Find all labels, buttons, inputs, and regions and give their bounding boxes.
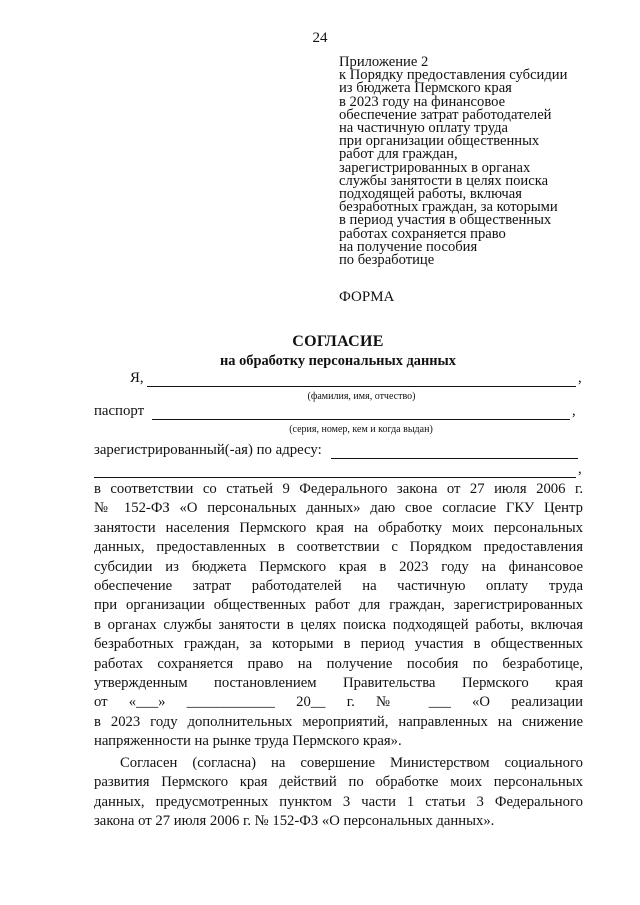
paragraph-line: в органах службы занятости в целях поиска подходящей работы, включая <box>94 616 583 633</box>
paragraph-line: безработных граждан, за которыми в период участия в общественных <box>94 636 583 653</box>
consent-paragraph-2 <box>94 754 583 832</box>
paragraph-line: от «___» ____________ 20__ г. № ___ «О реализации <box>94 694 583 711</box>
page-number: 24 <box>312 30 328 46</box>
consent-paragraph-1 <box>94 480 583 752</box>
paragraph-line: напряженности на рынке труда Пермского края». <box>94 733 402 750</box>
appendix-line: безработных граждан, за которыми <box>339 199 558 216</box>
paragraph-line: в соответствии со статьей 9 Федерального закона от 27 июля 2006 г. <box>94 481 583 497</box>
paragraph-line: утвержденным постановлением Правительства Пермского края <box>94 675 583 692</box>
appendix-line: по безработице <box>339 252 435 269</box>
paragraph-line: обеспечение затрат работодателей на частичную оплату труда <box>94 578 583 595</box>
paragraph-line: субсидии из бюджета Пермского края в 2023 году на финансовое <box>94 558 583 575</box>
form-label: ФОРМА <box>339 289 395 305</box>
appendix-line: зарегистрированных в органах <box>339 159 531 176</box>
paragraph-line: данных, предусмотренных пунктом 3 части 1 статьи 3 Федерального <box>94 793 583 810</box>
appendix-line: на частичную оплату труда <box>339 120 508 137</box>
appendix-line: Приложение 2 <box>339 54 429 70</box>
appendix-header <box>339 56 599 267</box>
appendix-line: службы занятости в целях поиска <box>339 172 549 189</box>
paragraph-line: в 2023 году дополнительных мероприятий, направленных на снижение <box>94 713 583 730</box>
appendix-line: работ для граждан, <box>339 146 458 163</box>
name-field[interactable] <box>147 386 576 387</box>
address-label: зарегистрированный(-ая) по адресу: <box>94 442 322 458</box>
appendix-line: на получение пособия <box>339 238 478 255</box>
appendix-line: подходящей работы, включая <box>339 186 522 203</box>
paragraph-line: закона от 27 июля 2006 г. № 152-ФЗ «О персональных данных». <box>94 813 495 830</box>
appendix-line: работах сохраняется право <box>339 225 506 242</box>
paragraph-line: занятости населения Пермского края на обработку моих персональных <box>94 519 583 536</box>
name-comma: , <box>578 370 582 386</box>
address-field-line2[interactable] <box>94 477 576 478</box>
passport-label: паспорт <box>94 403 145 419</box>
name-label: Я, <box>130 370 144 386</box>
paragraph-line: Согласен (согласна) на совершение Министерством социального <box>120 755 583 771</box>
passport-hint: (серия, номер, кем и когда выдан) <box>289 424 433 435</box>
appendix-line: обеспечение затрат работодателей <box>339 106 552 123</box>
paragraph-line: развития Пермского края действий по обработке моих персональных <box>94 774 583 791</box>
appendix-line: в 2023 году на финансовое <box>339 93 506 110</box>
document-subtitle: на обработку персональных данных <box>219 353 456 369</box>
appendix-line: из бюджета Пермского края <box>339 80 512 97</box>
passport-comma: , <box>572 403 576 419</box>
address-comma: , <box>578 461 582 477</box>
paragraph-line: при организации общественных работ для граждан, зарегистрированных <box>94 597 583 614</box>
document-title: СОГЛАСИЕ <box>292 333 384 350</box>
appendix-line: при организации общественных <box>339 133 540 150</box>
name-hint: (фамилия, имя, отчество) <box>307 391 416 402</box>
appendix-line: к Порядку предоставления субсидии <box>339 67 568 84</box>
paragraph-line: работах сохраняется право на получение пособия по безработице, <box>94 655 583 672</box>
paragraph-line: № 152-ФЗ «О персональных данных» даю свое согласие ГКУ Центр <box>94 500 583 517</box>
passport-field[interactable] <box>152 419 570 420</box>
paragraph-line: данных, предоставленных в соответствии с Порядком предоставления <box>94 539 583 556</box>
appendix-line: в период участия в общественных <box>339 212 552 229</box>
address-field-line1[interactable] <box>331 458 578 459</box>
